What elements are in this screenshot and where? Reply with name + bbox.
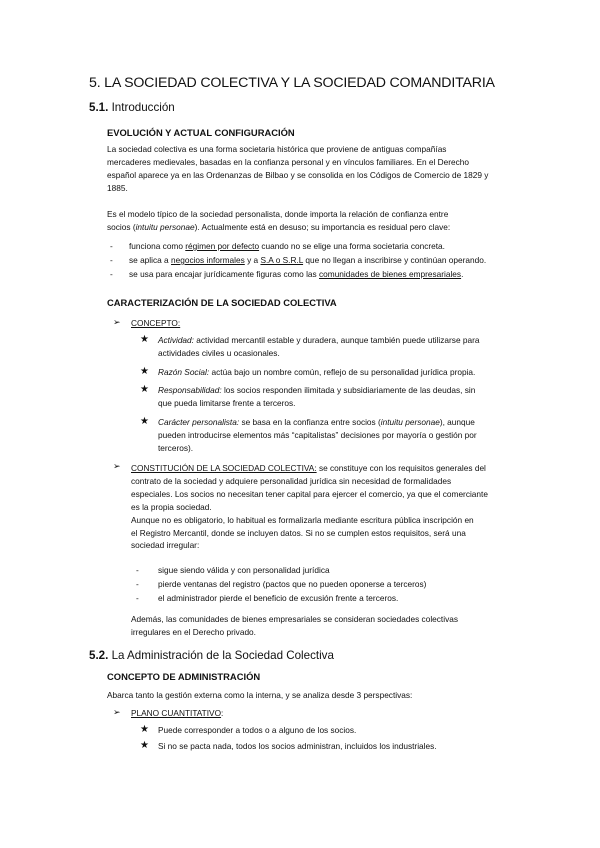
section-heading-5-1 xyxy=(89,101,175,114)
subheading-evolucion: EVOLUCIÓN Y ACTUAL CONFIGURACIÓN xyxy=(107,127,295,138)
section-number: 5.1. xyxy=(89,101,109,114)
text-line: 1885. xyxy=(107,182,128,193)
underlined-text: régimen por defecto xyxy=(185,241,260,251)
text-run: funciona como xyxy=(129,241,186,251)
list-item xyxy=(129,255,486,265)
concepto-label: CONCEPTO: xyxy=(131,318,181,328)
text-line: sociedad irregular: xyxy=(131,540,200,551)
subheading-concepto-administracion: CONCEPTO DE ADMINISTRACIÓN xyxy=(107,671,261,682)
text-italic: intuitu personae xyxy=(135,221,195,232)
text-run: se aplica a xyxy=(129,255,171,265)
concepto-item-razon-social xyxy=(158,366,475,379)
term-italic: Responsabilidad: xyxy=(158,385,222,395)
section-title: Introducción xyxy=(111,101,175,114)
text-line xyxy=(158,366,475,379)
text-run: cuando no se elige una forma societaria concreta. xyxy=(259,241,445,251)
text-run: actúa bajo un nombre común, reflejo de su personalidad jurídica propia. xyxy=(209,367,476,377)
text-line: irregulares en el Derecho privado. xyxy=(131,626,256,637)
text-run: se basa en la confianza entre socios ( xyxy=(239,417,381,427)
text-line xyxy=(158,334,496,347)
underlined-text: PLANO CUANTITATIVO xyxy=(131,708,222,718)
concepto-item-responsabilidad xyxy=(158,384,496,410)
term-italic: Razón Social: xyxy=(158,367,210,377)
text-run: actividad mercantil estable y duradera, aunque también puede utilizarse para xyxy=(193,335,480,345)
dash-bullet: - xyxy=(136,579,139,589)
administracion-intro: Abarca tanto la gestión externa como la interna, y se analiza desde 3 perspectivas: xyxy=(107,690,413,700)
text-run: ), aunque xyxy=(439,417,475,427)
ademas-paragraph xyxy=(131,613,458,639)
text-run: se usa para encajar jurídicamente figuras como las xyxy=(129,269,320,279)
document-title: 5. LA SOCIEDAD COLECTIVA Y LA SOCIEDAD COMANDITARIA xyxy=(89,75,495,91)
text-run: . xyxy=(461,269,464,279)
star-bullet-icon: ★ xyxy=(140,384,149,395)
dash-bullet: - xyxy=(136,593,139,603)
constitucion-paragraph xyxy=(131,462,497,552)
list-item xyxy=(129,241,445,251)
text-run: y a xyxy=(244,255,261,265)
list-item: el administrador pierde el beneficio de excusión frente a terceros. xyxy=(158,593,399,603)
text-line xyxy=(158,384,496,397)
modelo-paragraph xyxy=(107,208,450,234)
text-run: ). Actualmente está en desuso; su importancia es residual pero clave: xyxy=(194,221,451,232)
plano-item: Si no se pacta nada, todos los socios administran, incluidos los industriales. xyxy=(158,741,437,751)
text-line: terceros). xyxy=(158,442,194,453)
dash-bullet: - xyxy=(110,241,113,251)
star-bullet-icon: ★ xyxy=(140,366,149,377)
term-italic: Carácter personalista: xyxy=(158,417,240,427)
section-number: 5.2. xyxy=(89,649,109,662)
arrow-bullet-icon: ➢ xyxy=(113,707,121,717)
list-item: sigue siendo válida y con personalidad jurídica xyxy=(158,565,330,575)
text-line: actividades civiles u ocasionales. xyxy=(158,347,280,358)
text-run: socios ( xyxy=(107,221,136,232)
text-italic: intuitu personae xyxy=(380,417,440,427)
concepto-item-caracter xyxy=(158,416,496,455)
plano-item: Puede corresponder a todos o a alguno de los socios. xyxy=(158,725,357,735)
underlined-text: negocios informales xyxy=(170,255,245,265)
arrow-bullet-icon: ➢ xyxy=(113,317,121,327)
text-run: se constituye con los requisitos generales del xyxy=(316,463,486,473)
list-item: pierde ventanas del registro (pactos que no pueden oponerse a terceros) xyxy=(158,579,427,589)
star-bullet-icon: ★ xyxy=(140,724,149,735)
text-line: mercaderes medievales, basadas en la confianza personal y en vínculos familiares. En el Derecho xyxy=(107,156,470,167)
constitucion-label: CONSTITUCIÓN DE LA SOCIEDAD COLECTIVA: xyxy=(131,463,317,473)
text-line: La sociedad colectiva es una forma societaria histórica que proviene de antiguas compañías xyxy=(107,144,447,154)
dash-bullet: - xyxy=(110,255,113,265)
text-line xyxy=(158,416,496,429)
section-title: La Administración de la Sociedad Colectiva xyxy=(111,649,334,662)
concepto-item-actividad xyxy=(158,334,496,360)
text-line: Es el modelo típico de la sociedad personalista, donde importa la relación de confianza entre xyxy=(107,209,449,219)
section-heading-5-2 xyxy=(89,649,334,662)
text-line: el Registro Mercantil, donde se incluyen datos. Si no se cumplen estos requisitos, será una xyxy=(131,527,466,538)
text-line: Además, las comunidades de bienes empresariales se consideran sociedades colectivas xyxy=(131,614,458,624)
text-line: es la propia sociedad. xyxy=(131,501,212,512)
dash-bullet: - xyxy=(110,269,113,279)
evolucion-paragraph xyxy=(107,143,488,195)
star-bullet-icon: ★ xyxy=(140,740,149,751)
star-bullet-icon: ★ xyxy=(140,334,149,345)
arrow-bullet-icon: ➢ xyxy=(113,461,121,471)
text-run: : xyxy=(221,708,224,718)
text-run: que no llegan a inscribirse y continúan operando. xyxy=(303,255,487,265)
plano-cuantitativo-label xyxy=(131,708,223,718)
list-item xyxy=(129,269,463,279)
text-line xyxy=(107,221,450,234)
text-line: especiales. Los socios no necesitan tener capital para ejercer el comercio, ya que el comerciante xyxy=(131,488,488,499)
text-line: español aparece ya en las Ordenanzas de Bilbao y se consolida en los Códigos de Comercio de 1829 y xyxy=(107,169,489,180)
text-run: los socios responden ilimitada y subsidiariamente de las deudas, sin xyxy=(221,385,476,395)
text-line: contrato de la sociedad y adquiere personalidad jurídica sin necesidad de formalidades xyxy=(131,475,452,486)
dash-bullet: - xyxy=(136,565,139,575)
text-line: Aunque no es obligatorio, lo habitual es formalizarla mediante escritura pública inscripción en xyxy=(131,514,474,525)
text-line: pueden introducirse elementos más “capitalistas” decisiones por mayoría o gestión por xyxy=(158,429,477,440)
term-italic: Actividad: xyxy=(158,335,194,345)
star-bullet-icon: ★ xyxy=(140,416,149,427)
subheading-caracterizacion: CARACTERIZACIÓN DE LA SOCIEDAD COLECTIVA xyxy=(107,297,337,308)
text-line xyxy=(131,462,497,475)
underlined-text: S.A o S.R.L xyxy=(260,255,304,265)
text-line: que pueda limitarse frente a terceros. xyxy=(158,397,296,408)
underlined-text: comunidades de bienes empresariales xyxy=(319,269,462,279)
